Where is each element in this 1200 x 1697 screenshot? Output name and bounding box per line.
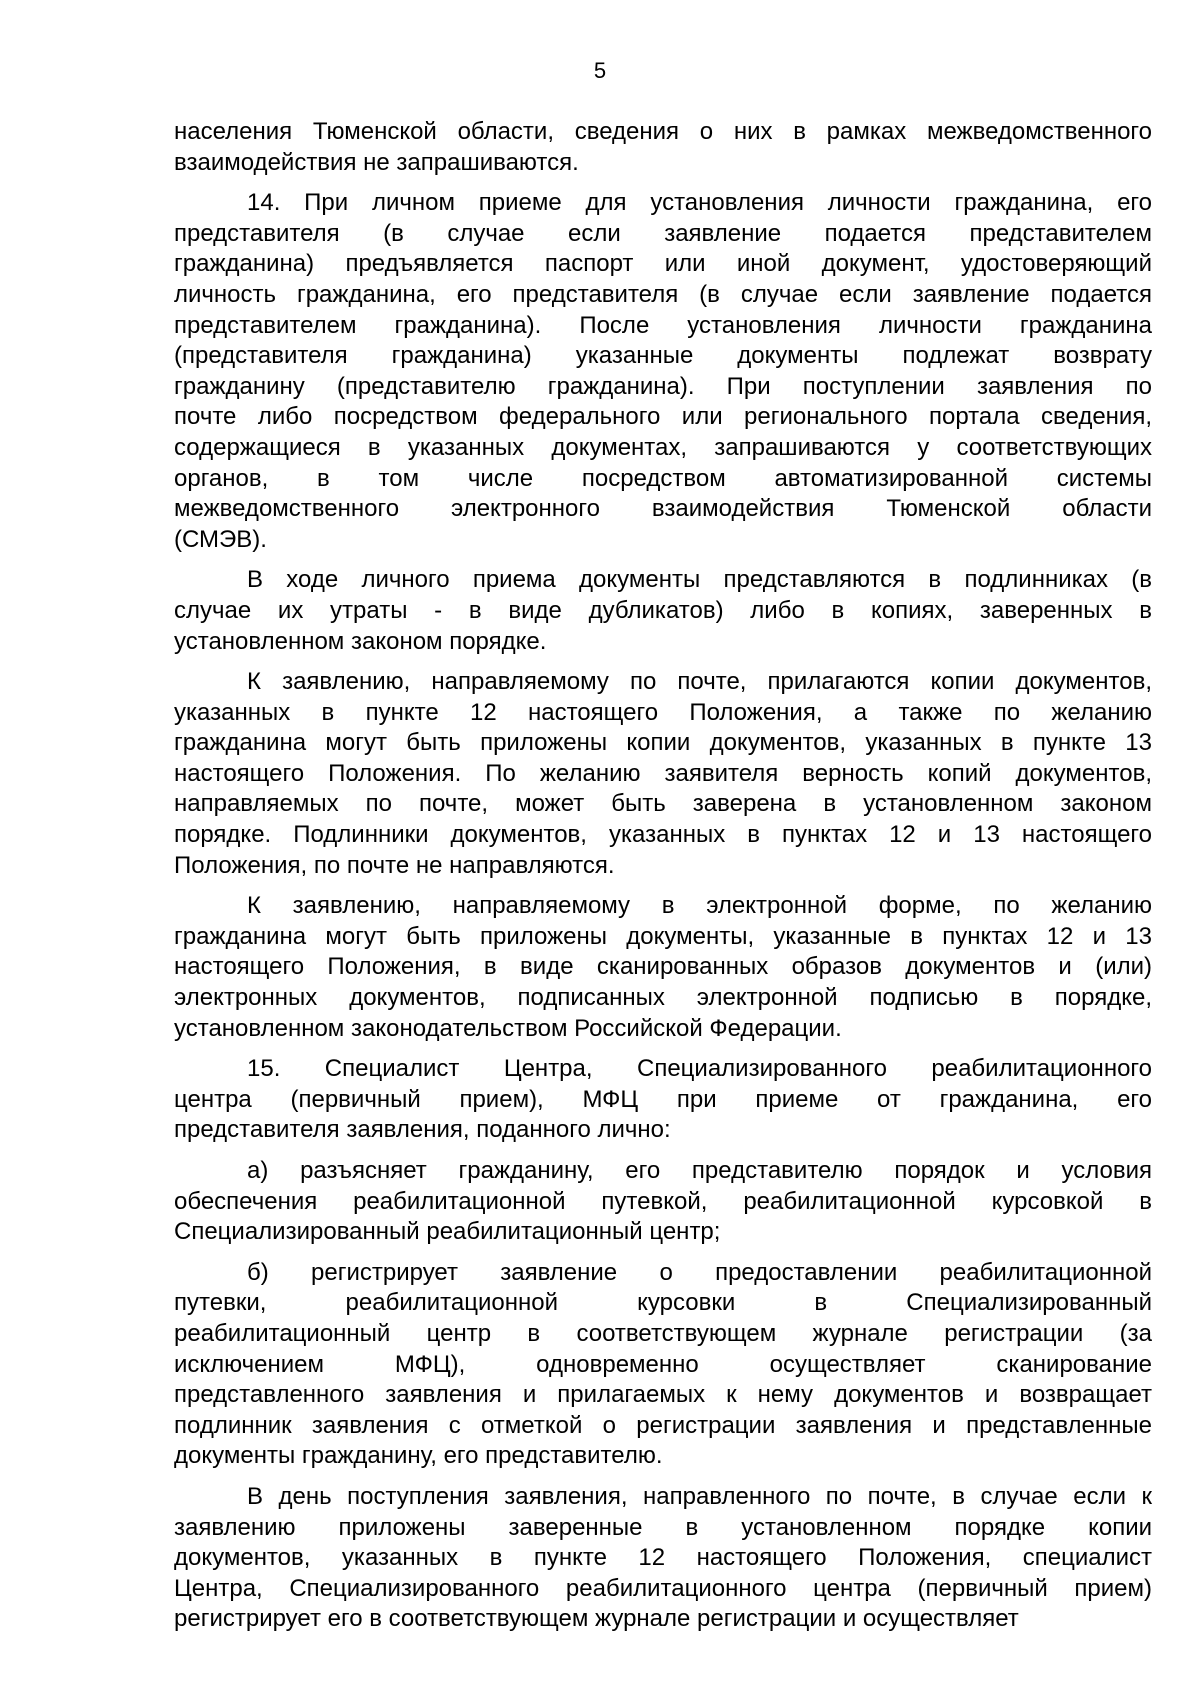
text-line: содержащиеся в указанных документах, запрашиваются у соответствующих — [174, 433, 1152, 461]
text-line: В ходе личного приема документы представляются в подлинниках (в — [247, 566, 1152, 594]
text-line: почте либо посредством федерального или регионального портала сведения, — [174, 403, 1152, 431]
text-line: межведомственного электронного взаимодействия Тюменской области — [174, 495, 1152, 523]
text-line: реабилитационный центр в соответствующем журнале регистрации (за — [174, 1319, 1152, 1347]
text-line: настоящего Положения, в виде сканированных образов документов и (или) — [174, 953, 1152, 981]
text-line: обеспечения реабилитационной путевкой, реабилитационной курсовкой в — [174, 1187, 1152, 1215]
text-line: представителем гражданина). После установления личности гражданина — [174, 311, 1152, 339]
text-line: установленном законодательством Российской Федерации. — [174, 1014, 842, 1042]
text-line: представленного заявления и прилагаемых к нему документов и возвращает — [174, 1381, 1152, 1409]
text-line: личность гражданина, его представителя (в случае если заявление подается — [174, 280, 1152, 308]
text-line: (СМЭВ). — [174, 525, 267, 553]
text-line: электронных документов, подписанных электронной подписью в порядке, — [174, 984, 1152, 1012]
text-line: 14. При личном приеме для установления личности гражданина, его — [247, 189, 1152, 217]
paragraph — [174, 1482, 1152, 1635]
text-line: органов, в том числе посредством автоматизированной системы — [174, 464, 1152, 492]
text-line: 15. Специалист Центра, Специализированного реабилитационного — [247, 1055, 1152, 1083]
text-line: Положения, по почте не направляются. — [174, 851, 615, 879]
text-line: случае их утраты - в виде дубликатов) либо в копиях, заверенных в — [174, 596, 1152, 624]
paragraph — [174, 667, 1152, 881]
paragraph — [174, 891, 1152, 1044]
paragraph — [174, 1054, 1152, 1146]
text-line: указанных в пункте 12 настоящего Положения, а также по желанию — [174, 698, 1152, 726]
text-line: б) регистрирует заявление о предоставлении реабилитационной — [247, 1258, 1152, 1286]
text-line: представителя заявления, поданного лично: — [174, 1116, 671, 1144]
text-line: документы гражданину, его представителю. — [174, 1442, 663, 1470]
text-line: Центра, Специализированного реабилитационного центра (первичный прием) — [174, 1574, 1152, 1602]
text-line: исключением МФЦ), одновременно осуществляет сканирование — [174, 1350, 1152, 1378]
document-body — [174, 117, 1152, 1645]
paragraph — [174, 188, 1152, 555]
text-line: гражданина) предъявляется паспорт или иной документ, удостоверяющий — [174, 250, 1152, 278]
text-line: гражданина могут быть приложены копии документов, указанных в пункте 13 — [174, 729, 1152, 757]
text-line: гражданину (представителю гражданина). При поступлении заявления по — [174, 372, 1152, 400]
text-line: путевки, реабилитационной курсовки в Специализированный — [174, 1289, 1152, 1317]
paragraph — [174, 1258, 1152, 1472]
page-number: 5 — [593, 58, 607, 83]
text-line: гражданина могут быть приложены документы, указанные в пунктах 12 и 13 — [174, 922, 1152, 950]
text-line: представителя (в случае если заявление подается представителем — [174, 219, 1152, 247]
text-line: порядке. Подлинники документов, указанных в пунктах 12 и 13 настоящего — [174, 821, 1152, 849]
paragraph — [174, 117, 1152, 178]
text-line: документов, указанных в пункте 12 настоящего Положения, специалист — [174, 1544, 1152, 1572]
paragraph — [174, 565, 1152, 657]
text-line: направляемых по почте, может быть заверена в установленном законом — [174, 790, 1152, 818]
text-line: Специализированный реабилитационный центр; — [174, 1218, 721, 1246]
paragraph — [174, 1156, 1152, 1248]
text-line: подлинник заявления с отметкой о регистрации заявления и представленные — [174, 1411, 1152, 1439]
text-line: населения Тюменской области, сведения о них в рамках межведомственного — [174, 118, 1152, 145]
text-line: настоящего Положения. По желанию заявителя верность копий документов, — [174, 759, 1152, 787]
text-line: (представителя гражданина) указанные документы подлежат возврату — [174, 342, 1152, 370]
text-line: В день поступления заявления, направленного по почте, в случае если к — [247, 1482, 1152, 1510]
text-line: заявлению приложены заверенные в установленном порядке копии — [174, 1513, 1152, 1541]
text-line: регистрирует его в соответствующем журнале регистрации и осуществляет — [174, 1605, 1019, 1633]
text-line: взаимодействия не запрашиваются. — [174, 148, 579, 176]
text-line: а) разъясняет гражданину, его представителю порядок и условия — [247, 1157, 1152, 1184]
text-line: центра (первичный прием), МФЦ при приеме от гражданина, его — [174, 1085, 1152, 1113]
text-line: К заявлению, направляемому по почте, прилагаются копии документов, — [247, 668, 1152, 696]
text-line: установленном законом порядке. — [174, 627, 547, 655]
text-line: К заявлению, направляемому в электронной форме, по желанию — [247, 892, 1152, 920]
